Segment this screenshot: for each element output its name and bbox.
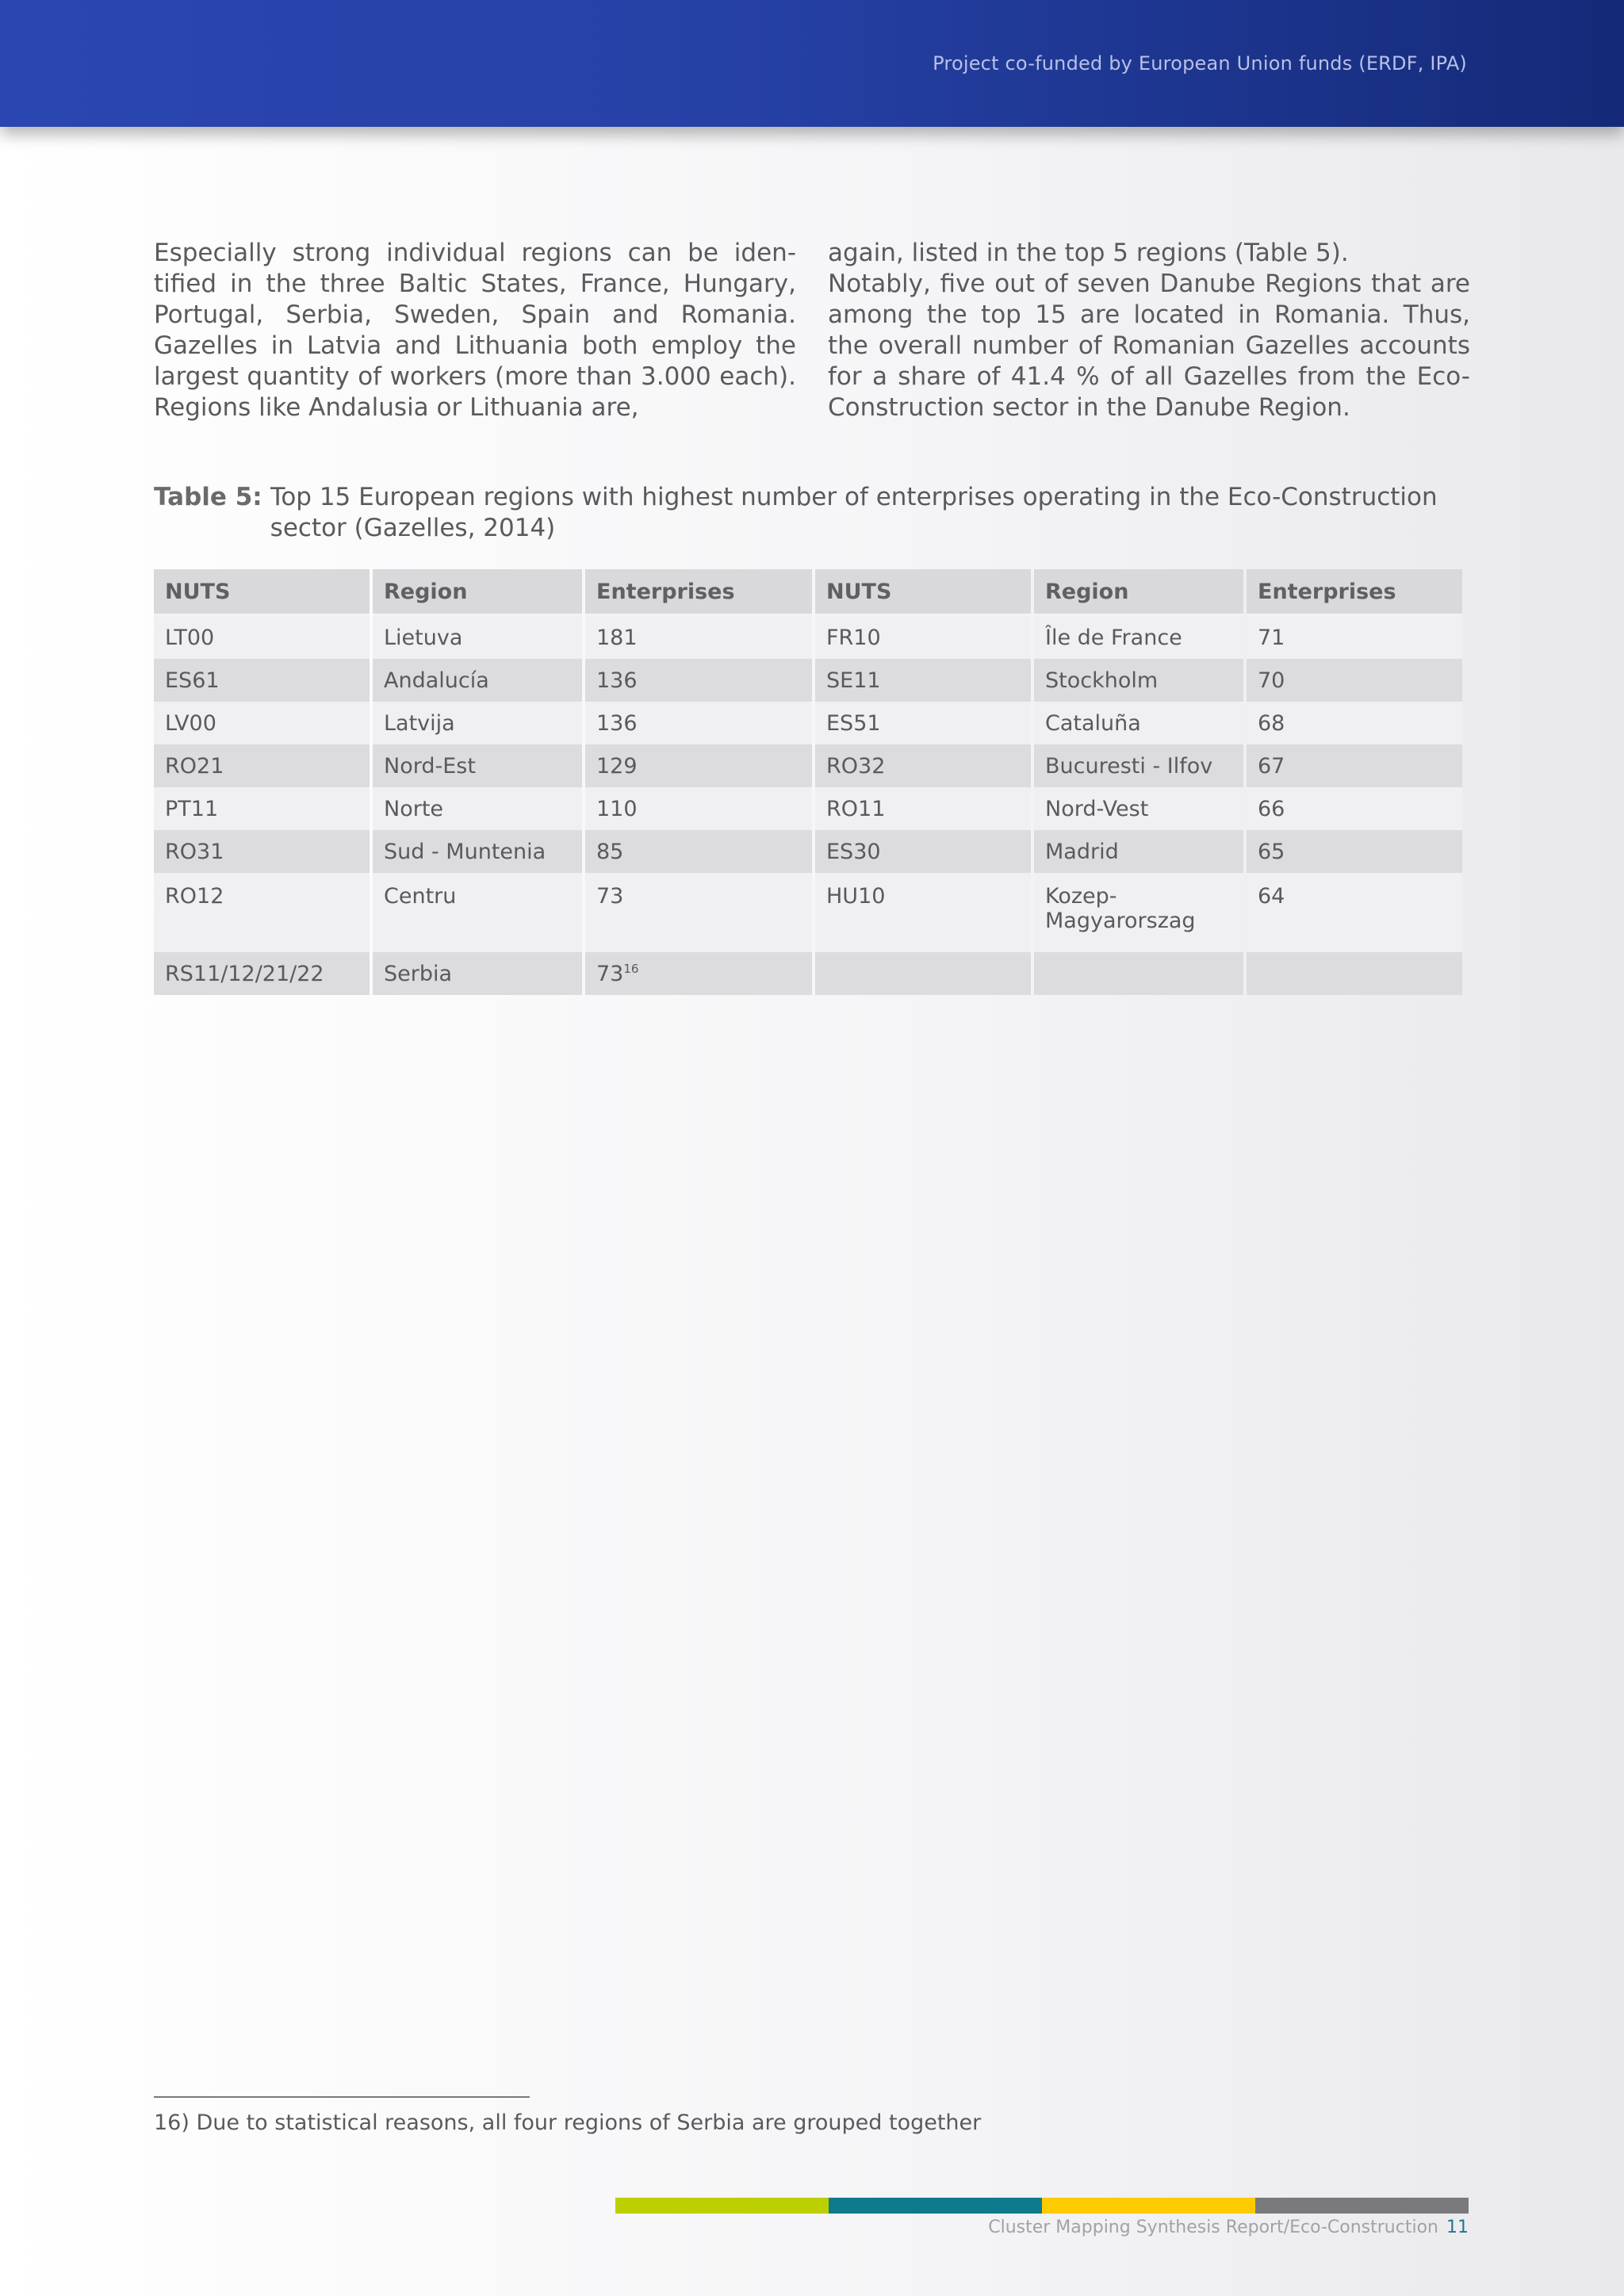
table-header-row — [154, 569, 1462, 616]
cell-region: Serbia — [373, 952, 582, 995]
cell-nuts: ES61 — [154, 659, 370, 702]
caption-text: Top 15 European regions with highest number of enterprises operating in the Eco-Construction sector (Gazelles, 2014) — [270, 483, 1438, 542]
cell-region: Centru — [373, 873, 582, 952]
cell-region — [1034, 952, 1243, 995]
cell-enterprises: 129 — [585, 744, 812, 787]
cell-region: Île de France — [1034, 616, 1243, 659]
intro-left-column — [154, 238, 796, 423]
cell-enterprises: 68 — [1247, 702, 1462, 744]
cell-enterprises: 85 — [585, 830, 812, 873]
page-number: 11 — [1446, 2218, 1469, 2237]
cell-nuts: RO11 — [815, 787, 1031, 830]
cell-nuts: RO21 — [154, 744, 370, 787]
intro-text — [154, 238, 1470, 423]
cell-nuts: PT11 — [154, 787, 370, 830]
cell-region: Stockholm — [1034, 659, 1243, 702]
footer — [988, 2218, 1469, 2237]
header-nuts-1: NUTS — [154, 569, 370, 616]
cell-nuts: ES30 — [815, 830, 1031, 873]
cell-nuts: HU10 — [815, 873, 1031, 952]
intro-right-column — [828, 238, 1470, 423]
intro-left-paragraph: Especially strong individual regions can be identified in the three Baltic States, France, Hungary, Portugal, Serbia, Sweden, Spain and Romania. Gazelles in Latvia and Lithuania both employ the largest quantity of workers (more than 3.000 each). Regions like Andalusia or Lithuania are, — [154, 239, 796, 422]
table-row — [154, 744, 1462, 787]
cell-nuts: RO32 — [815, 744, 1031, 787]
cell-enterprises: 66 — [1247, 787, 1462, 830]
cell-enterprises: 64 — [1247, 873, 1462, 952]
footnote-marker: 16 — [623, 961, 639, 976]
cell-enterprises: 71 — [1247, 616, 1462, 659]
table-row — [154, 873, 1462, 952]
table-row — [154, 830, 1462, 873]
cell-enterprises: 136 — [585, 659, 812, 702]
color-bar-segment — [1042, 2198, 1255, 2214]
header-enterprises-1: Enterprises — [585, 569, 812, 616]
cell-enterprises: 67 — [1247, 744, 1462, 787]
header-region-1: Region — [373, 569, 582, 616]
cell-region: Norte — [373, 787, 582, 830]
funding-text: Project co-funded by European Union funds (ERDF, IPA) — [933, 52, 1467, 75]
intro-right-paragraph-2: Notably, five out of seven Danube Regions that are among the top 15 are located in Romania. Thus, the overall number of Romanian Gazelles accounts for a share of 41.4 % of all Gazelles from the Eco-Construction sector in the Danube Region. — [828, 270, 1470, 422]
cell-region: Nord-Est — [373, 744, 582, 787]
cell-region: Nord-Vest — [1034, 787, 1243, 830]
report-title: Cluster Mapping Synthesis Report/Eco-Construction — [988, 2218, 1438, 2237]
cell-nuts: RO31 — [154, 830, 370, 873]
cell-region: Sud - Muntenia — [373, 830, 582, 873]
cell-region: Latvija — [373, 702, 582, 744]
cell-enterprises: 70 — [1247, 659, 1462, 702]
cell-nuts — [815, 952, 1031, 995]
table-row — [154, 616, 1462, 659]
table-row — [154, 702, 1462, 744]
cell-nuts: RO12 — [154, 873, 370, 952]
cell-enterprises: 73 — [585, 873, 812, 952]
cell-enterprises: 181 — [585, 616, 812, 659]
cell-region: Cataluña — [1034, 702, 1243, 744]
color-bar-segment — [829, 2198, 1042, 2214]
cell-region: Andalucía — [373, 659, 582, 702]
cell-enterprises-value: 73 — [596, 961, 624, 986]
footnote-text: 16) Due to statistical reasons, all four regions of Serbia are grouped together — [154, 2110, 982, 2135]
header-banner — [0, 0, 1624, 127]
table-caption — [154, 482, 1470, 544]
cell-nuts: LT00 — [154, 616, 370, 659]
cell-nuts: LV00 — [154, 702, 370, 744]
header-region-2: Region — [1034, 569, 1243, 616]
footer-color-bar — [615, 2198, 1469, 2214]
header-enterprises-2: Enterprises — [1247, 569, 1462, 616]
cell-region: Kozep-Magyarorszag — [1034, 873, 1243, 952]
regions-table — [151, 569, 1465, 995]
cell-enterprises — [1247, 952, 1462, 995]
cell-region: Bucuresti - Ilfov — [1034, 744, 1243, 787]
cell-nuts: ES51 — [815, 702, 1031, 744]
cell-enterprises: 110 — [585, 787, 812, 830]
header-nuts-2: NUTS — [815, 569, 1031, 616]
intro-right-paragraph-1: again, listed in the top 5 regions (Table 5). — [828, 239, 1349, 267]
table-row — [154, 659, 1462, 702]
cell-region: Lietuva — [373, 616, 582, 659]
caption-label: Table 5: — [154, 483, 262, 511]
cell-nuts: FR10 — [815, 616, 1031, 659]
cell-enterprises: 136 — [585, 702, 812, 744]
cell-nuts: RS11/12/21/22 — [154, 952, 370, 995]
color-bar-segment — [615, 2198, 829, 2214]
cell-nuts: SE11 — [815, 659, 1031, 702]
cell-enterprises — [585, 952, 812, 995]
cell-region: Madrid — [1034, 830, 1243, 873]
table-row — [154, 952, 1462, 995]
footnote-divider — [154, 2096, 530, 2098]
table-row — [154, 787, 1462, 830]
cell-enterprises: 65 — [1247, 830, 1462, 873]
color-bar-segment — [1255, 2198, 1469, 2214]
